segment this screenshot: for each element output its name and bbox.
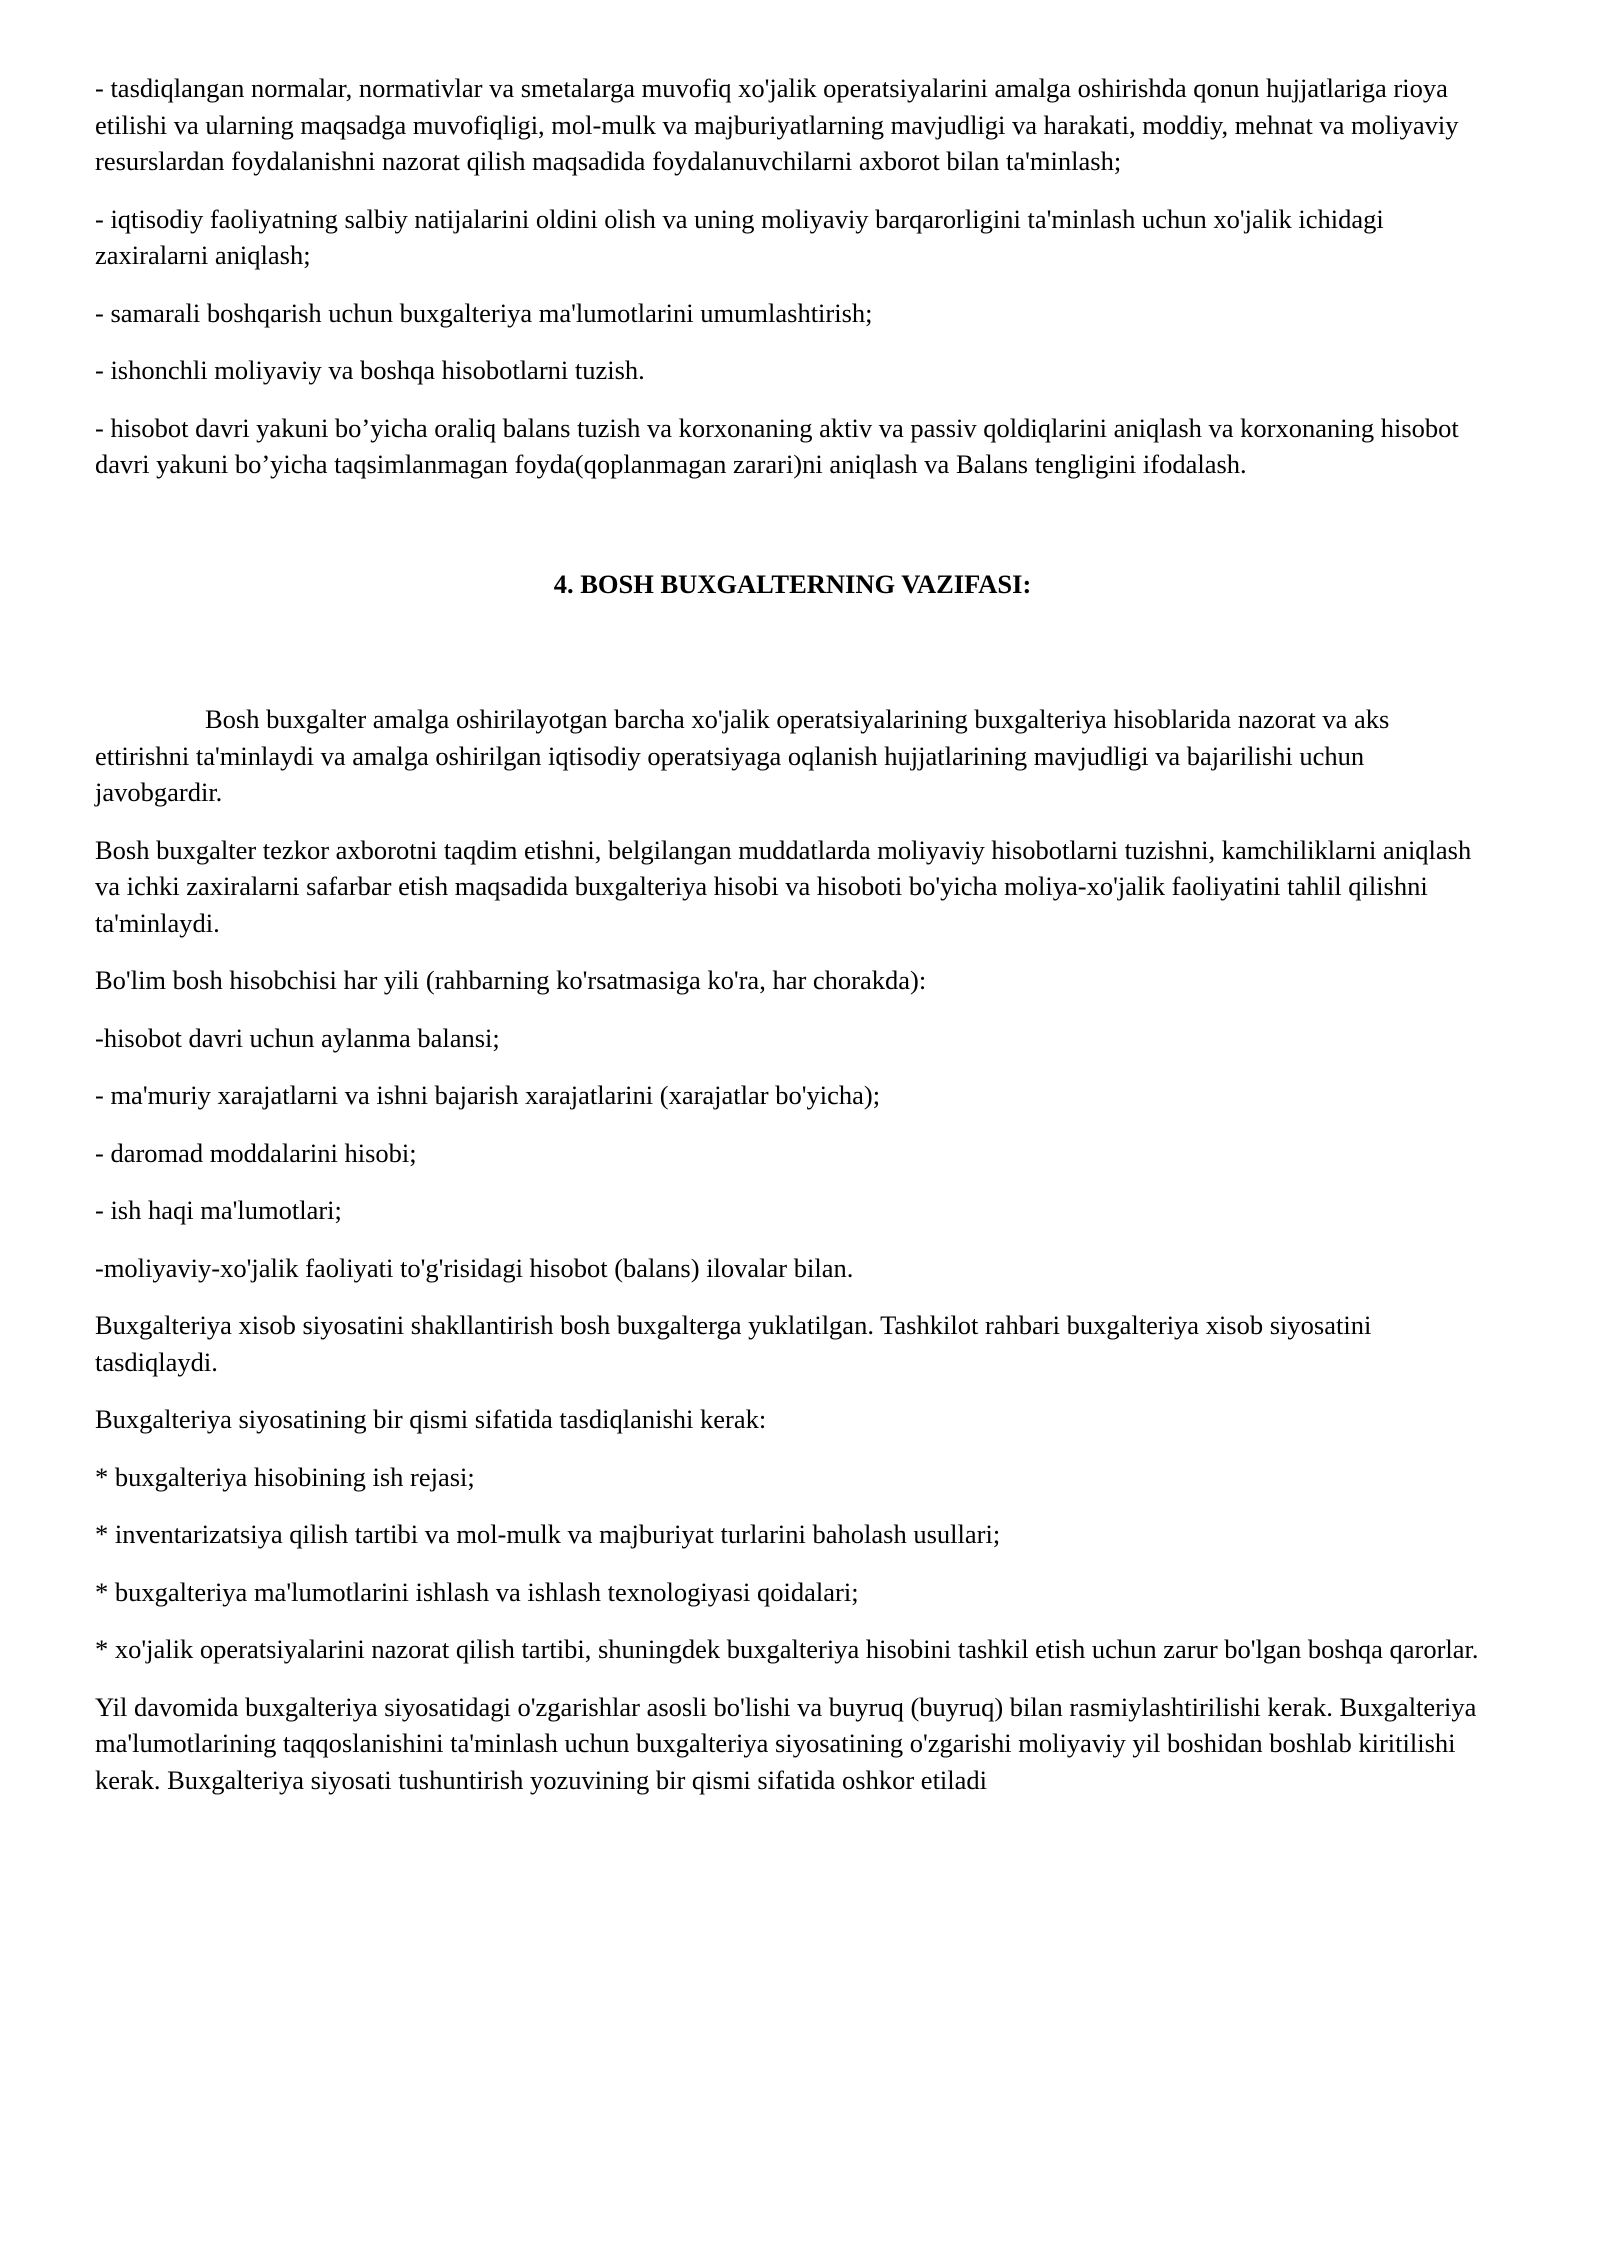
report-list-item: - ish haqi ma'lumotlari;: [95, 1195, 342, 1225]
report-list-item: - ma'muriy xarajatlarni va ishni bajarish xarajatlarini (xarajatlar bo'yicha);: [95, 1080, 881, 1110]
section-paragraph: Bo'lim bosh hisobchisi har yili (rahbarning ko'rsatmasiga ko'ra, har chorakda):: [95, 965, 927, 995]
report-list-item: -hisobot davri uchun aylanma balansi;: [95, 1022, 500, 1053]
spacer: [95, 504, 1490, 566]
section-intro-paragraph: Bosh buxgalter amalga oshirilayotgan barcha xo'jalik operatsiyalarining buxgalteriya hisoblarida nazorat va aks ettirishni ta'minlaydi va amalga oshirilgan iqtisodiy operatsiyaga oqlanish hujjatlarining mavjudligi va bajarilishi uchun javobgardir.: [95, 704, 1390, 807]
top-list-item: - iqtisodiy faoliyatning salbiy natijalarini oldini olish va uning moliyaviy barqarorligini ta'minlash uchun xo'jalik ichidagi zaxiralarni aniqlash;: [95, 203, 1384, 270]
top-list-item: - samarali boshqarish uchun buxgalteriya ma'lumotlarini umumlashtirish;: [95, 297, 873, 328]
report-list-item: - daromad moddalarini hisobi;: [95, 1137, 417, 1168]
document-body: [95, 70, 1490, 1819]
top-list-item: - ishonchli moliyaviy va boshqa hisobotlarni tuzish.: [95, 355, 645, 385]
section-paragraph: Yil davomida buxgalteriya siyosatidagi o'zgarishlar asosli bo'lishi va buyruq (buyruq) bilan rasmiylashtirilishi kerak. Buxgalteriya ma'lumotlarining taqqoslanishini ta'minlash uchun buxgalteriya siyosatining o'zgarishi moliyaviy yil boshidan boshlab kiritilishi kerak. Buxgalteriya siyosati tushuntirish yozuvining bir qismi sifatida oshkor etiladi: [95, 1691, 1477, 1795]
top-list-item: - tasdiqlangan normalar, normativlar va smetalarga muvofiq xo'jalik operatsiyalarini amalga oshirishda qonun hujjatlariga rioya etilishi va ularning maqsadga muvofiqligi, mol-mulk va majburiyatlarning mavjudligi va harakati, moddiy, mehnat va moliyaviy resurslardan foydalanishni nazorat qilish maqsadida foydalanuvchilarni axborot bilan ta'minlash;: [95, 73, 1459, 176]
spacer: [95, 623, 1490, 701]
top-list-item: - hisobot davri yakuni bo’yicha oraliq balans tuzish va korxonaning aktiv va passiv qoldiqlarini aniqlash va korxonaning hisobot davri yakuni bo’yicha taqsimlanmagan foyda(qoplanmagan zarari)ni aniqlash va Balans tengligini ifodalash.: [95, 412, 1459, 479]
section-paragraph: Buxgalteriya xisob siyosatini shakllantirish bosh buxgalterga yuklatilgan. Tashkilot rahbari buxgalteriya xisob siyosatini tasdiqlaydi.: [95, 1310, 1372, 1377]
section-paragraph: Buxgalteriya siyosatining bir qismi sifatida tasdiqlanishi kerak:: [95, 1404, 767, 1434]
policy-list-item: * buxgalteriya ma'lumotlarini ishlash va ishlash texnologiyasi qoidalari;: [95, 1576, 859, 1607]
policy-list-item: * buxgalteriya hisobining ish rejasi;: [95, 1461, 475, 1492]
section-heading: 4. BOSH BUXGALTERNING VAZIFASI:: [553, 568, 1032, 599]
report-list-item: -moliyaviy-xo'jalik faoliyati to'g'risidagi hisobot (balans) ilovalar bilan.: [95, 1252, 854, 1283]
section-paragraph: Bosh buxgalter tezkor axborotni taqdim etishni, belgilangan muddatlarda moliyaviy hisobotlarni tuzishni, kamchiliklarni aniqlash va ichki zaxiralarni safarbar etish maqsadida buxgalteriya hisobi va hisoboti bo'yicha moliya-xo'jalik faoliyatini tahlil qilishni ta'minlaydi.: [95, 834, 1472, 938]
policy-list-item: * xo'jalik operatsiyalarini nazorat qilish tartibi, shuningdek buxgalteriya hisobini tashkil etish uchun zarur bo'lgan boshqa qarorlar.: [95, 1634, 1479, 1664]
policy-list-item: * inventarizatsiya qilish tartibi va mol-mulk va majburiyat turlarini baholash usullari;: [95, 1519, 1001, 1549]
